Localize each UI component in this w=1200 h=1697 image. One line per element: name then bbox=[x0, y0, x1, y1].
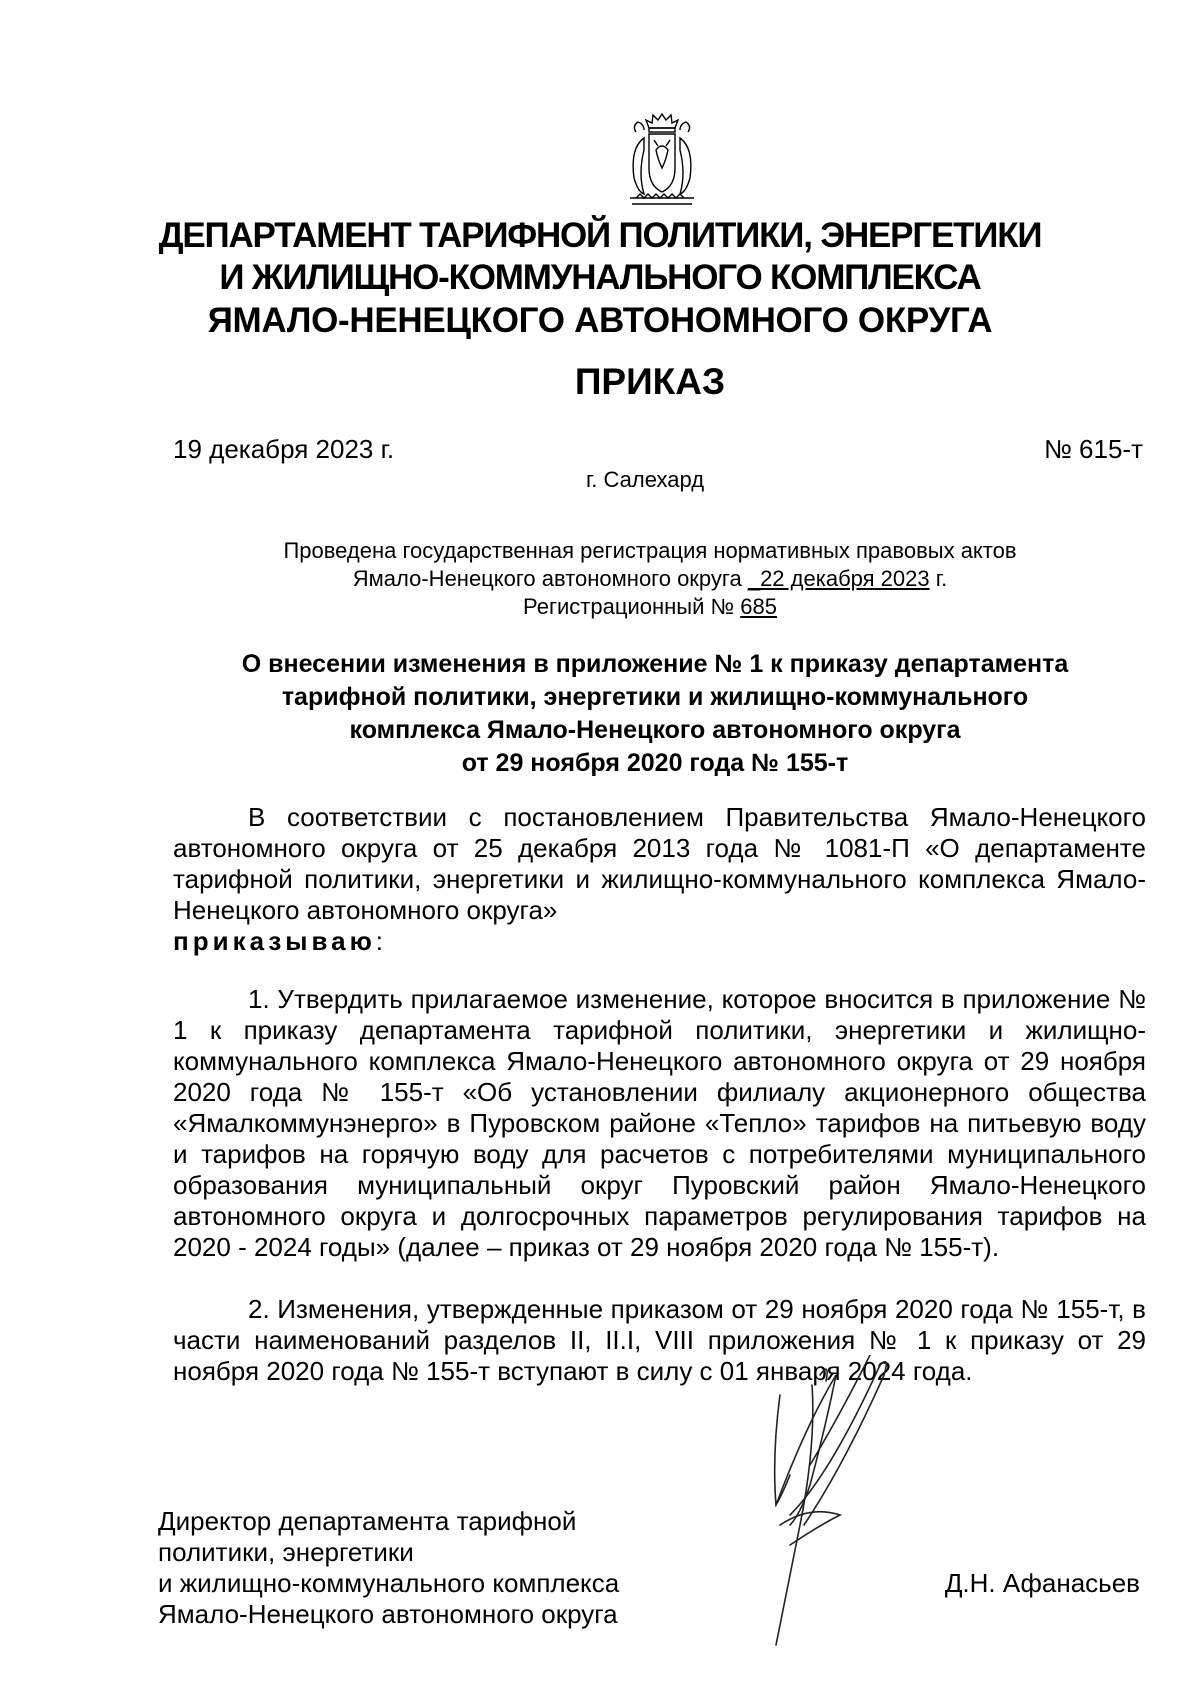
registration-number-label: Регистрационный № bbox=[523, 594, 735, 619]
registration-year-suffix: г. bbox=[935, 566, 948, 591]
subject-line-1: О внесении изменения в приложение № 1 к приказу департамента bbox=[241, 650, 1069, 678]
order-item-1: 1. Утвердить прилагаемое изменение, которое вносится в приложение № 1 к приказу департамента тарифной политики, энергетики и жилищно-коммунального комплекса Ямало-Ненецкого автономного округа от 29 ноября 2020 года № 155-т «Об установлении филиалу акционерного общества «Ямалкоммунэнерго» в Пуровском районе «Тепло» тарифов на питьевую воду и тарифов на горячую воду для расчетов с потребителями муниципального образования муниципальный округ Пуровский район Ямало-Ненецкого автономного округа и долгосрочных параметров регулирования тарифов на 2020 - 2024 годы» (далее – приказ от 29 ноября 2020 года № 155-т). bbox=[173, 984, 1146, 1262]
document-date: 19 декабря 2023 г. bbox=[173, 434, 395, 464]
handwritten-signature-icon bbox=[720, 1355, 920, 1655]
department-name-line-3: ЯМАЛО-НЕНЕЦКОГО АВТОНОМНОГО ОКРУГА bbox=[207, 301, 993, 340]
registration-date: _22 декабря 2023 bbox=[747, 566, 930, 591]
position-line-4: Ямало-Ненецкого автономного округа bbox=[158, 1599, 618, 1629]
position-line-2: политики, энергетики bbox=[158, 1537, 414, 1567]
coat-of-arms-icon bbox=[622, 110, 702, 210]
preamble-paragraph bbox=[173, 802, 1146, 957]
document-subject bbox=[175, 648, 1135, 780]
order-item-2: 2. Изменения, утвержденные приказом от 29 ноября 2020 года № 155-т, в части наименований разделов II, II.I, VIII приложения № 1 к приказу от 29 ноября 2020 года № 155-т вступают в силу с 01 января 2024 года. bbox=[173, 1294, 1146, 1386]
position-line-3: и жилищно-коммунального комплекса bbox=[158, 1568, 620, 1598]
department-name-line-1: ДЕПАРТАМЕНТ ТАРИФНОЙ ПОЛИТИКИ, ЭНЕРГЕТИКИ bbox=[158, 216, 1042, 255]
order-word: приказываю bbox=[173, 926, 376, 956]
department-name-line-2: И ЖИЛИЩНО-КОММУНАЛЬНОГО КОМПЛЕКСА bbox=[219, 258, 981, 297]
registration-number: 685 bbox=[740, 594, 777, 619]
document-type-title: ПРИКАЗ bbox=[574, 361, 726, 402]
subject-line-3: комплекса Ямало-Ненецкого автономного округа bbox=[349, 716, 961, 744]
position-line-1: Директор департамента тарифной bbox=[158, 1506, 577, 1536]
document-city: г. Салехард bbox=[585, 467, 705, 492]
registration-line-3 bbox=[0, 593, 1200, 621]
registration-region: Ямало-Ненецкого автономного округа bbox=[352, 566, 742, 591]
signatory-position bbox=[158, 1506, 619, 1630]
registration-line-2 bbox=[0, 565, 1200, 593]
preamble-text: В соответствии с постановлением Правительства Ямало-Ненецкого автономного округа от 25 декабря 2013 года № 1081-П «О департаменте тарифной политики, энергетики и жилищно-коммунального комплекса Ямало-Ненецкого автономного округа» bbox=[173, 802, 1146, 925]
subject-line-2: тарифной политики, энергетики и жилищно-коммунального bbox=[281, 683, 1029, 711]
order-colon: : bbox=[375, 926, 384, 956]
registration-line-1: Проведена государственная регистрация нормативных правовых актов bbox=[283, 538, 1017, 563]
document-number: № 615-т bbox=[1043, 434, 1143, 464]
subject-line-4: от 29 ноября 2020 года № 155-т bbox=[461, 749, 849, 777]
signatory-name: Д.Н. Афанасьев bbox=[944, 1568, 1140, 1598]
